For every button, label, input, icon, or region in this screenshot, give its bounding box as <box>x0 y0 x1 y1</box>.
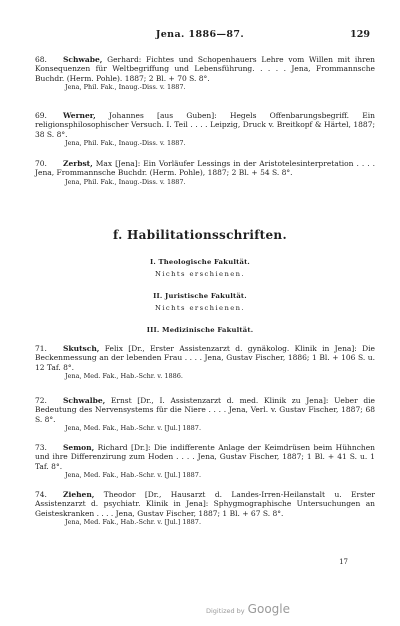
running-title: Jena. 1886—87. <box>155 29 245 40</box>
entry-71 <box>35 344 375 381</box>
entry-70 <box>35 159 375 187</box>
entry-imprint: Jena, Med. Fak., Hab.-Schr. v. [Jul.] 1887. <box>65 518 202 527</box>
entry-imprint: Jena, Med. Fak., Hab.-Schr. v. 1886. <box>65 372 183 381</box>
watermark-small-text: Digitized by <box>205 607 245 615</box>
sub-note-law: Nichts erschienen. <box>155 304 245 312</box>
entry-author: Skutsch, <box>63 344 100 353</box>
page-number: 129 <box>350 29 370 40</box>
entry-73 <box>35 443 375 480</box>
google-watermark <box>206 598 290 617</box>
entry-74 <box>35 490 375 527</box>
entry-69 <box>35 111 375 148</box>
entry-imprint: Jena, Phil. Fak., Inaug.-Diss. v. 1887. <box>65 83 186 92</box>
entry-number: 74. <box>35 490 47 499</box>
entry-author: Semon, <box>63 443 95 452</box>
entry-imprint: Jena, Med. Fak., Hab.-Schr. v. [Jul.] 1887. <box>65 471 202 480</box>
entry-author: Schwabe, <box>63 55 103 64</box>
printer-signature: 17 <box>339 558 348 566</box>
entry-text <box>35 396 375 424</box>
entry-body: Felix [Dr., Erster Assistenzarzt d. gynäkolog. Klinik in Jena]: Die Beckenmessung an der lebenden Frau . . . . Jena, Gustav Fischer, 1886; 1 Bl. + 106 S. u. 12 Taf. 8°. <box>35 344 375 372</box>
sub-heading-law: II. Juristische Fakultät. <box>153 292 247 300</box>
entry-text <box>35 344 375 372</box>
entry-body: Theodor [Dr., Hausarzt d. Landes-Irren-Heilanstalt u. Erster Assistenzarzt d. psychiatr. Klinik in Jena]: Sphygmographische Untersuchungen an Geisteskranken . . . . Jena, Gustav Fischer, 1887; 1 Bl. + 67 S. 8°. <box>35 490 375 518</box>
sub-heading-theology: I. Theologische Fakultät. <box>150 258 250 266</box>
entry-text <box>35 55 375 83</box>
section-title: f. Habilitationsschriften. <box>113 228 287 242</box>
entry-body: Ernst [Dr., I. Assistenzarzt d. med. Klinik zu Jena]: Ueber die Bedeutung des Nervensystems für die Niere . . . . Jena, Verl. v. Gustav Fischer, 1887; 68 S. 8°. <box>35 396 375 424</box>
entry-68 <box>35 55 375 92</box>
entry-number: 71. <box>35 344 47 353</box>
entry-body: Johannes [aus Guben]: Hegels Offenbarungsbegriff. Ein religionsphilosophischer Versuch. I. Teil . . . . Leipzig, Druck v. Breitkopf & Härtel, 1887; 38 S. 8°. <box>35 111 375 139</box>
running-head <box>0 29 400 43</box>
entry-imprint: Jena, Med. Fak., Hab.-Schr. v. [Jul.] 1887. <box>65 424 202 433</box>
watermark-logo-text: Google <box>247 602 290 616</box>
sub-heading-medicine: III. Medizinische Fakultät. <box>146 326 254 334</box>
entry-number: 72. <box>35 396 47 405</box>
entry-number: 70. <box>35 159 47 168</box>
entry-text <box>35 111 375 139</box>
entry-number: 73. <box>35 443 47 452</box>
entry-author: Schwalbe, <box>63 396 106 405</box>
entry-body: Richard [Dr.]: Die indifferente Anlage der Keimdrüsen beim Hühnchen und ihre Differenzirung zum Hoden . . . . Jena, Gustav Fischer, 1887; 1 Bl. + 41 S. u. 1 Taf. 8°. <box>35 443 375 471</box>
entry-text <box>35 490 375 518</box>
entry-body: Max [Jena]: Ein Vorläufer Lessings in der Aristotelesinterpretation . . . . Jena, Frommannsche Buchdr. (Herm. Pohle), 1887; 2 Bl. + 54 S. 8°. <box>35 159 375 178</box>
entry-text <box>35 159 375 178</box>
entry-imprint: Jena, Phil. Fak., Inaug.-Diss. v. 1887. <box>65 177 186 186</box>
entry-number: 68. <box>35 55 47 64</box>
sub-note-theology: Nichts erschienen. <box>155 270 245 278</box>
entry-number: 69. <box>35 111 47 120</box>
entry-author: Zerbst, <box>63 159 93 168</box>
entry-author: Ziehen, <box>63 490 95 499</box>
entry-imprint: Jena, Phil. Fak., Inaug.-Diss. v. 1887. <box>65 139 186 148</box>
entry-text <box>35 443 375 471</box>
entry-author: Werner, <box>63 111 96 120</box>
entry-72 <box>35 396 375 433</box>
entry-body: Gerhard: Fichtes und Schopenhauers Lehre vom Willen mit ihren Konsequenzen für Weltbegriffung und Lebensführung. . . . . Jena, Frommannsche Buchdr. (Herm. Pohle). 1887; 2 Bl. + 70 S. 8°. <box>35 55 375 83</box>
